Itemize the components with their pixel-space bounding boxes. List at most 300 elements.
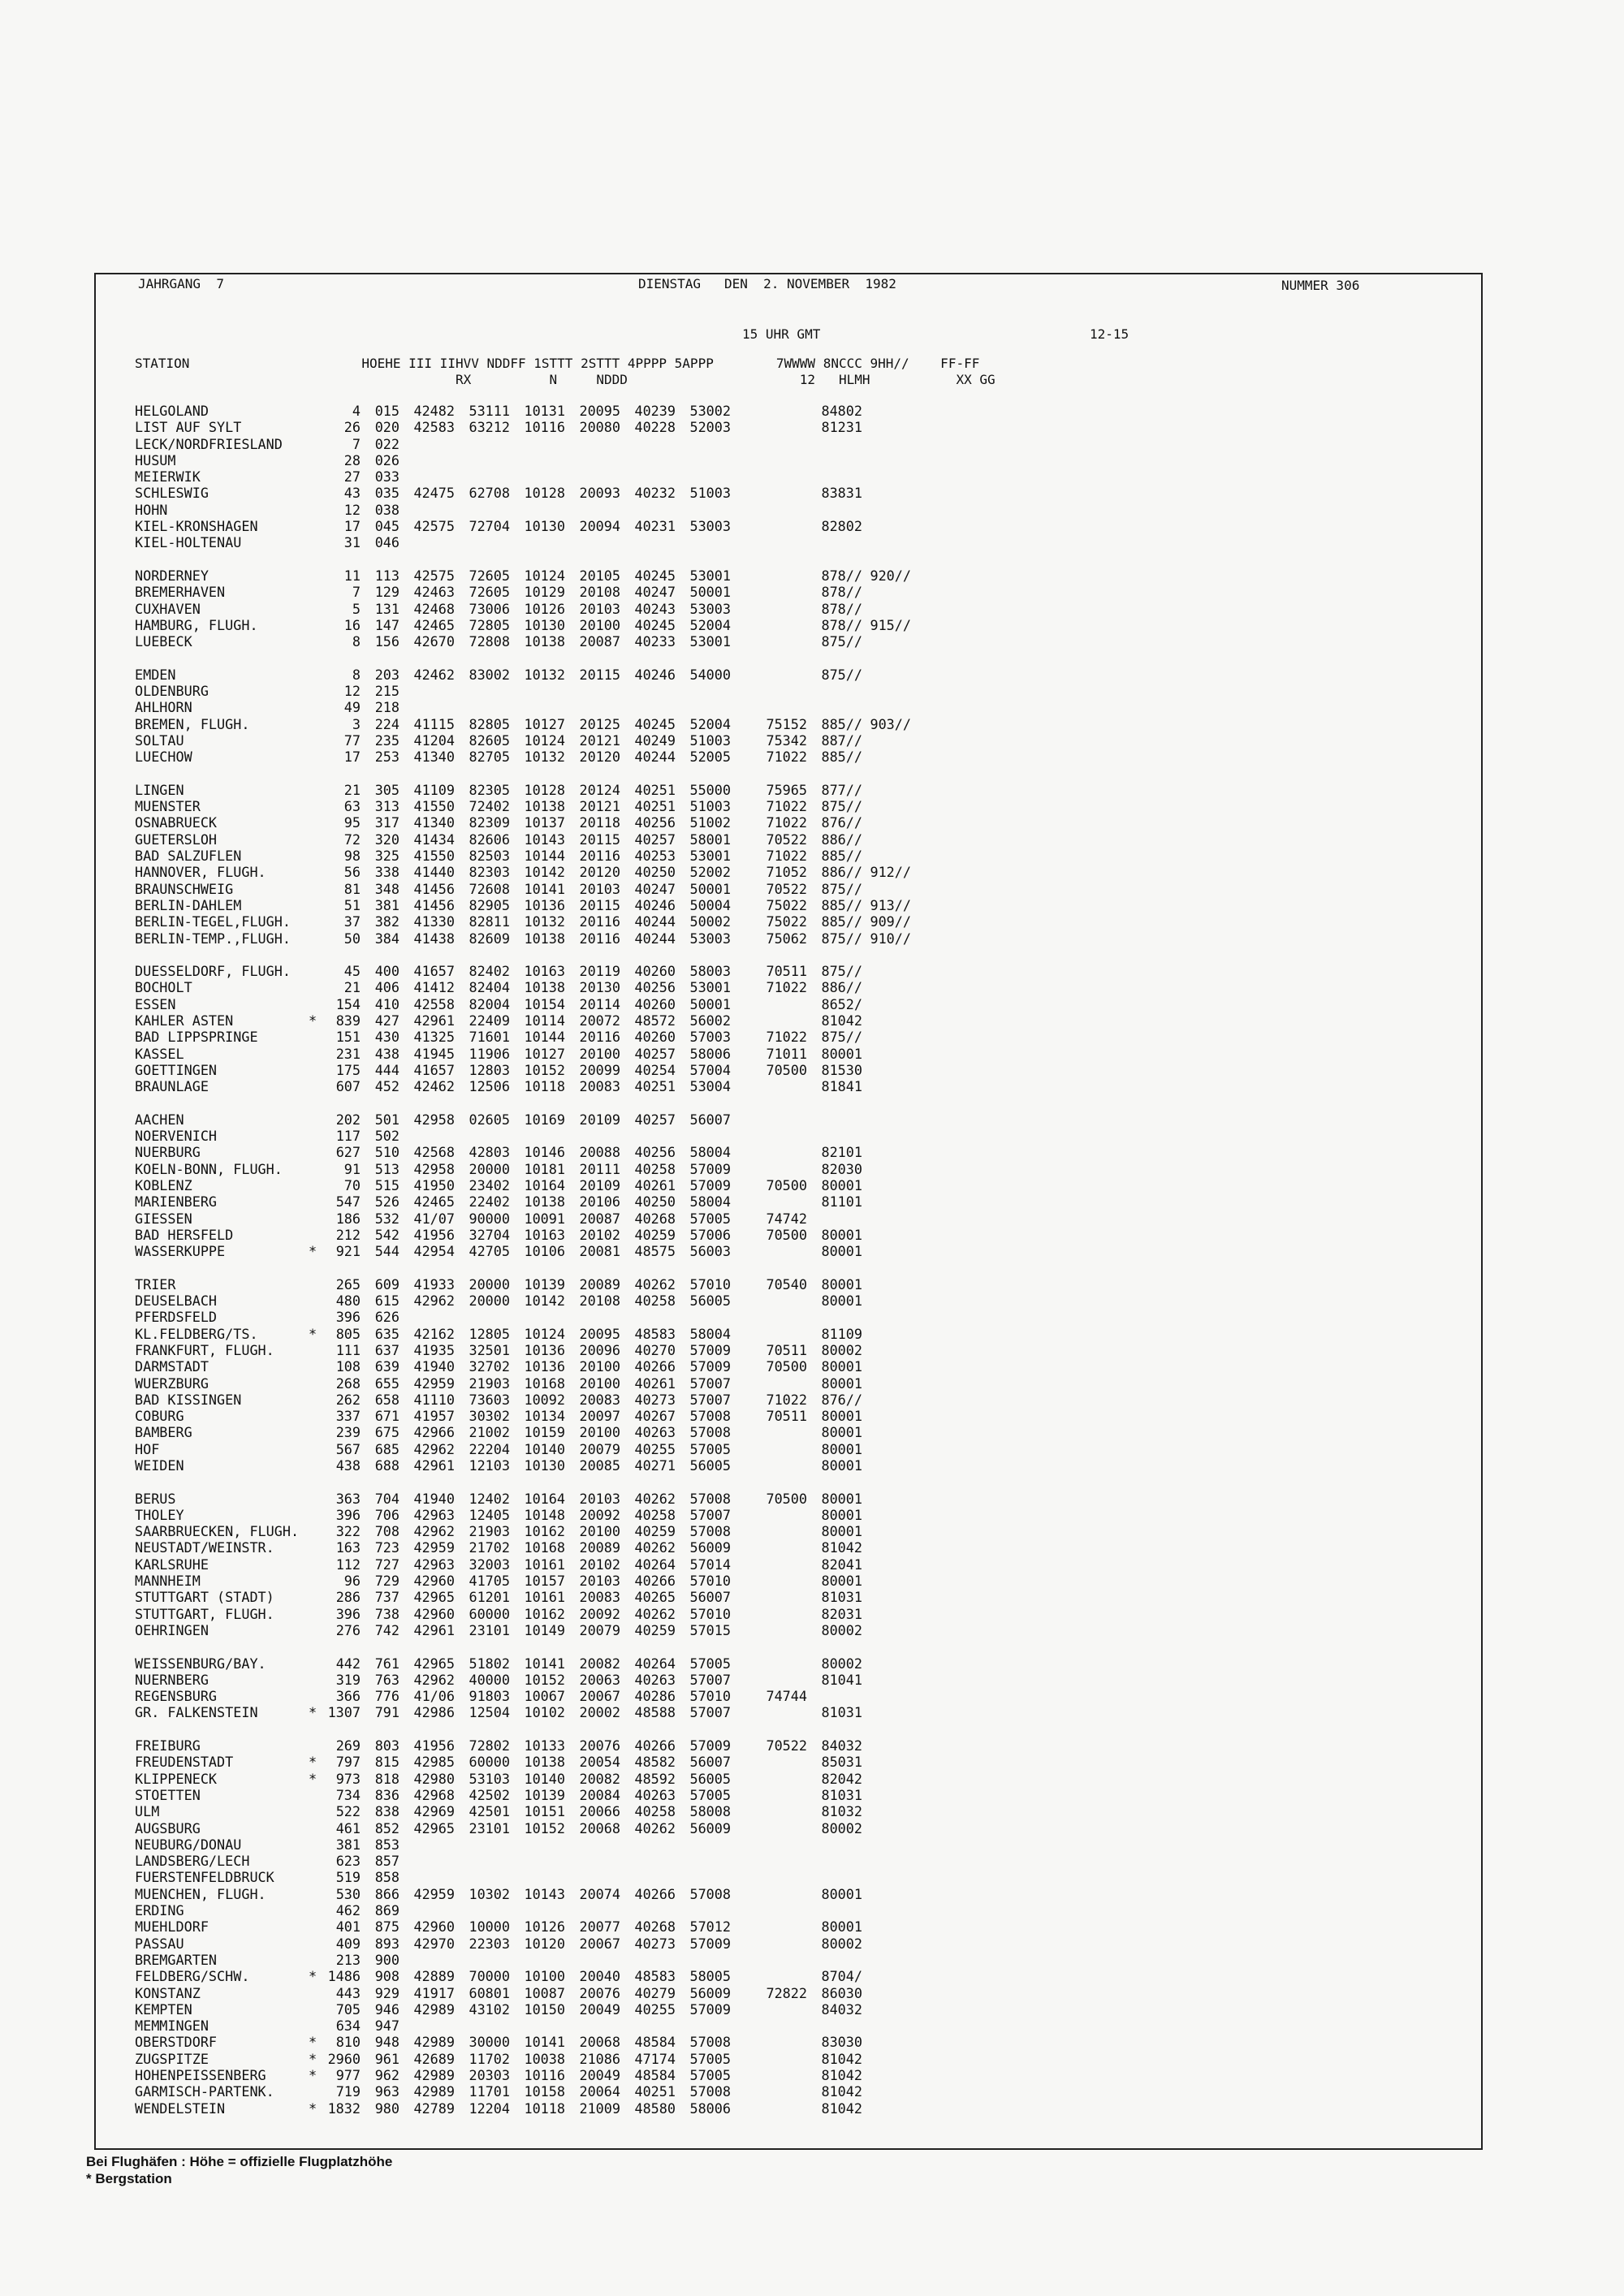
cell-b: 60000: [469, 1754, 510, 1771]
cell-f: 52004: [689, 715, 731, 732]
cell-h: 111: [335, 1341, 361, 1358]
cell-i: 305: [374, 781, 400, 798]
cell-f: 57010: [689, 1573, 731, 1590]
cell-g: 70522: [766, 831, 807, 848]
cell-k: 81042: [821, 2050, 862, 2067]
row-spacer: [135, 1638, 911, 1655]
cell-c: 10142: [524, 1293, 565, 1310]
cell-h: 231: [335, 1045, 361, 1062]
cell-c: 10150: [524, 2000, 565, 2018]
cell-e: 40262: [634, 1605, 676, 1622]
cell-f: 56009: [689, 1819, 731, 1836]
cell-e: 40251: [634, 798, 676, 815]
cell-h: 705: [335, 2000, 361, 2018]
cell-n: FRANKFURT, FLUGH.: [135, 1341, 274, 1358]
cell-h: 401: [335, 1918, 361, 1936]
cell-f: 56007: [689, 1111, 731, 1128]
cell-i: 427: [374, 1012, 400, 1029]
cell-a: 41434: [413, 831, 455, 848]
cell-e: 40255: [634, 2000, 676, 2018]
cell-e: 40257: [634, 1045, 676, 1062]
cell-i: 430: [374, 1029, 400, 1046]
cell-k: 80001: [821, 1440, 862, 1457]
cell-i: 637: [374, 1341, 400, 1358]
cell-d: 20087: [579, 633, 620, 650]
cell-b: 91803: [469, 1688, 510, 1705]
cell-n: NORDERNEY: [135, 567, 209, 584]
cell-c: 10130: [524, 616, 565, 633]
cell-c: 10146: [524, 1144, 565, 1161]
cell-e: 40261: [634, 1176, 676, 1193]
cell-e: 40245: [634, 715, 676, 732]
cell-i: 544: [374, 1243, 400, 1260]
station-row: [135, 1853, 911, 1869]
cell-f: 57008: [689, 2083, 731, 2100]
cell-n: BAD KISSINGEN: [135, 1391, 242, 1408]
cell-h: 5: [352, 600, 361, 617]
cell-b: 82705: [469, 749, 510, 766]
cell-a: 42482: [413, 403, 455, 419]
cell-a: 41550: [413, 848, 455, 865]
station-row: [135, 1457, 911, 1474]
cell-c: 10164: [524, 1490, 565, 1507]
cell-c: 10144: [524, 848, 565, 865]
station-row: [135, 848, 911, 864]
cell-i: 452: [374, 1078, 400, 1095]
station-row: [135, 403, 911, 419]
cell-b: 90000: [469, 1210, 510, 1227]
cell-d: 20108: [579, 584, 620, 601]
cell-n: BREMEN, FLUGH.: [135, 715, 250, 732]
cell-b: 22402: [469, 1193, 510, 1211]
cell-g: 71022: [766, 749, 807, 766]
cell-g: 70511: [766, 1408, 807, 1425]
cell-d: 20049: [579, 2066, 620, 2083]
cell-h: 396: [335, 1506, 361, 1523]
station-row: [135, 1128, 911, 1144]
cell-e: 48582: [634, 1754, 676, 1771]
cell-a: 42961: [413, 1621, 455, 1638]
cell-n: KAHLER ASTEN: [135, 1012, 234, 1029]
cell-g: 72822: [766, 1984, 807, 2001]
cell-a: 42989: [413, 2083, 455, 2100]
cell-i: 963: [374, 2083, 400, 2100]
cell-d: 20109: [579, 1111, 620, 1128]
cell-b: 21903: [469, 1523, 510, 1540]
cell-f: 57005: [689, 2066, 731, 2083]
cell-d: 20096: [579, 1341, 620, 1358]
cell-a: 42961: [413, 1012, 455, 1029]
cell-h: 56: [343, 864, 361, 881]
cell-a: 42965: [413, 1655, 455, 1672]
cell-d: 20118: [579, 814, 620, 831]
cell-i: 325: [374, 848, 400, 865]
cell-a: 41456: [413, 896, 455, 913]
station-row: [135, 534, 911, 550]
cell-i: 704: [374, 1490, 400, 1507]
cell-h: 607: [335, 1078, 361, 1095]
cell-c: 10143: [524, 1885, 565, 1902]
cell-f: 53001: [689, 633, 731, 650]
cell-i: 502: [374, 1128, 400, 1145]
cell-i: 658: [374, 1391, 400, 1408]
cell-i: 501: [374, 1111, 400, 1128]
cell-e: 40244: [634, 913, 676, 930]
cell-a: 42689: [413, 2050, 455, 2067]
cell-f: 50001: [689, 880, 731, 897]
cell-n: STOETTEN: [135, 1786, 201, 1803]
cell-m: *: [308, 1012, 317, 1029]
cell-b: 72802: [469, 1737, 510, 1754]
cell-b: 82805: [469, 715, 510, 732]
cell-c: 10161: [524, 1589, 565, 1606]
cell-f: 56005: [689, 1457, 731, 1474]
cell-b: 72808: [469, 633, 510, 650]
cell-h: 839: [335, 1012, 361, 1029]
cell-i: 858: [374, 1869, 400, 1886]
cell-g: 74744: [766, 1688, 807, 1705]
cell-i: 113: [374, 567, 400, 584]
cell-b: 42705: [469, 1243, 510, 1260]
station-row: [135, 1358, 911, 1375]
cell-h: 70: [343, 1176, 361, 1193]
cell-b: 41705: [469, 1573, 510, 1590]
cell-a: 41657: [413, 1061, 455, 1078]
station-row: [135, 2018, 911, 2034]
cell-a: 41917: [413, 1984, 455, 2001]
cell-n: BRAUNLAGE: [135, 1078, 209, 1095]
cell-b: 73603: [469, 1391, 510, 1408]
cell-b: 51802: [469, 1655, 510, 1672]
cell-n: GOETTINGEN: [135, 1061, 218, 1078]
cell-b: 12805: [469, 1325, 510, 1342]
cell-m: *: [308, 2050, 317, 2067]
cell-b: 42501: [469, 1803, 510, 1820]
cell-n: WUERZBURG: [135, 1375, 209, 1392]
cell-d: 20072: [579, 1012, 620, 1029]
cell-b: 10000: [469, 1918, 510, 1936]
station-row: [135, 930, 911, 947]
cell-f: 50002: [689, 913, 731, 930]
cell-a: 42969: [413, 1803, 455, 1820]
cell-i: 962: [374, 2066, 400, 2083]
cell-g: 70511: [766, 963, 807, 980]
cell-f: 53002: [689, 403, 731, 419]
cell-h: 17: [343, 749, 361, 766]
cell-h: 634: [335, 2018, 361, 2035]
cell-a: 42963: [413, 1506, 455, 1523]
cell-h: 239: [335, 1424, 361, 1441]
cell-n: KIEL-KRONSHAGEN: [135, 518, 258, 535]
cell-e: 48583: [634, 1968, 676, 1985]
station-row: [135, 996, 911, 1012]
cell-d: 20116: [579, 930, 620, 947]
cell-i: 526: [374, 1193, 400, 1211]
cell-h: 810: [335, 2034, 361, 2051]
cell-b: 23101: [469, 1621, 510, 1638]
cell-d: 20002: [579, 1704, 620, 1721]
footnote-airport-height: Bei Flughäfen : Höhe = offizielle Flugplatzhöhe: [86, 2154, 393, 2169]
cell-a: 41204: [413, 732, 455, 749]
cell-h: 921: [335, 1243, 361, 1260]
cell-d: 20103: [579, 1573, 620, 1590]
cell-h: 1486: [327, 1968, 361, 1985]
station-row: [135, 897, 911, 913]
cell-k: 886//: [821, 831, 862, 848]
cell-c: 10159: [524, 1424, 565, 1441]
cell-n: ESSEN: [135, 995, 176, 1012]
cell-c: 10136: [524, 1358, 565, 1375]
cell-n: OSNABRUECK: [135, 814, 218, 831]
cell-f: 52002: [689, 864, 731, 881]
cell-b: 82004: [469, 995, 510, 1012]
cell-h: 8: [352, 633, 361, 650]
cell-c: 10152: [524, 1061, 565, 1078]
cell-n: WENDELSTEIN: [135, 2100, 226, 2117]
cell-e: 48592: [634, 1770, 676, 1787]
cell-i: 815: [374, 1754, 400, 1771]
cell-d: 20076: [579, 1984, 620, 2001]
cell-h: 409: [335, 1935, 361, 1952]
cell-c: 10141: [524, 1655, 565, 1672]
cell-b: 23101: [469, 1819, 510, 1836]
cell-d: 20102: [579, 1556, 620, 1573]
cell-k: 80001: [821, 1490, 862, 1507]
cell-c: 10142: [524, 864, 565, 881]
cell-a: 41412: [413, 979, 455, 996]
cell-f: 51003: [689, 485, 731, 502]
station-row: [135, 1243, 911, 1259]
cell-i: 046: [374, 534, 400, 551]
cell-a: 41956: [413, 1737, 455, 1754]
cell-l: 909//: [870, 913, 911, 930]
cell-c: 10163: [524, 1226, 565, 1243]
cell-a: 42970: [413, 1935, 455, 1952]
cell-k: 80002: [821, 1819, 862, 1836]
cell-i: 384: [374, 930, 400, 947]
cell-e: 40256: [634, 979, 676, 996]
cell-i: 742: [374, 1621, 400, 1638]
cell-n: HUSUM: [135, 451, 176, 468]
cell-c: 10067: [524, 1688, 565, 1705]
cell-i: 406: [374, 979, 400, 996]
cell-e: 40243: [634, 600, 676, 617]
footnote-mountain-station: * Bergstation: [86, 2171, 172, 2186]
cell-k: 875//: [821, 666, 862, 683]
station-row: [135, 601, 911, 617]
cell-n: LECK/NORDFRIESLAND: [135, 435, 283, 452]
cell-e: 40263: [634, 1786, 676, 1803]
cell-k: 875//: [821, 798, 862, 815]
cell-g: 70500: [766, 1358, 807, 1375]
cell-i: 410: [374, 995, 400, 1012]
cell-i: 235: [374, 732, 400, 749]
cell-a: 42465: [413, 1193, 455, 1211]
cell-h: 2960: [327, 2050, 361, 2067]
cell-a: 42575: [413, 518, 455, 535]
cell-c: 10138: [524, 930, 565, 947]
cell-i: 727: [374, 1556, 400, 1573]
cell-k: 80002: [821, 1621, 862, 1638]
cell-n: FREUDENSTADT: [135, 1754, 234, 1771]
cell-n: MUENSTER: [135, 798, 201, 815]
station-row: [135, 1491, 911, 1507]
station-row: [135, 913, 911, 930]
cell-b: 21903: [469, 1375, 510, 1392]
cell-n: MUENCHEN, FLUGH.: [135, 1885, 266, 1902]
cell-e: 40286: [634, 1688, 676, 1705]
cell-f: 57015: [689, 1621, 731, 1638]
cell-f: 57005: [689, 1210, 731, 1227]
cell-i: 156: [374, 633, 400, 650]
cell-h: 319: [335, 1671, 361, 1688]
cell-c: 10128: [524, 485, 565, 502]
cell-c: 10161: [524, 1556, 565, 1573]
cell-h: 337: [335, 1408, 361, 1425]
station-row: [135, 1704, 911, 1720]
cell-a: 42583: [413, 419, 455, 436]
station-row: [135, 1046, 911, 1062]
cell-n: GR. FALKENSTEIN: [135, 1704, 258, 1721]
cell-n: BERLIN-DAHLEM: [135, 896, 242, 913]
cell-k: 80001: [821, 1275, 862, 1293]
cell-c: 10132: [524, 666, 565, 683]
station-row: [135, 1918, 911, 1935]
cell-h: 202: [335, 1111, 361, 1128]
cell-a: 42465: [413, 616, 455, 633]
cell-d: 20068: [579, 2034, 620, 2051]
cell-f: 56009: [689, 1539, 731, 1556]
cell-c: 10140: [524, 1770, 565, 1787]
issue-date: DIENSTAG DEN 2. NOVEMBER 1982: [638, 276, 896, 291]
cell-a: 42962: [413, 1293, 455, 1310]
cell-n: DARMSTADT: [135, 1358, 209, 1375]
cell-n: OLDENBURG: [135, 683, 209, 700]
cell-d: 20067: [579, 1688, 620, 1705]
cell-n: BERUS: [135, 1490, 176, 1507]
cell-d: 20103: [579, 600, 620, 617]
cell-a: 42989: [413, 2000, 455, 2018]
cell-n: KLIPPENECK: [135, 1770, 218, 1787]
cell-h: 480: [335, 1293, 361, 1310]
cell-d: 20111: [579, 1160, 620, 1177]
cell-f: 56003: [689, 1243, 731, 1260]
cell-e: 40246: [634, 666, 676, 683]
cell-n: MARIENBERG: [135, 1193, 218, 1211]
cell-i: 961: [374, 2050, 400, 2067]
cell-a: 42959: [413, 1375, 455, 1392]
cell-f: 53003: [689, 930, 731, 947]
cell-h: 1832: [327, 2100, 361, 2117]
cell-a: 42475: [413, 485, 455, 502]
cell-i: 626: [374, 1309, 400, 1326]
cell-m: *: [308, 1968, 317, 1985]
cell-h: 163: [335, 1539, 361, 1556]
cell-h: 49: [343, 699, 361, 716]
cell-a: 41340: [413, 749, 455, 766]
cell-a: 42961: [413, 1457, 455, 1474]
cell-k: 81101: [821, 1193, 862, 1211]
cell-b: 43102: [469, 2000, 510, 2018]
cell-h: 7: [352, 584, 361, 601]
station-row: [135, 568, 911, 584]
cell-a: 41950: [413, 1176, 455, 1193]
row-spacer: [135, 766, 911, 782]
cell-n: STUTTGART, FLUGH.: [135, 1605, 274, 1622]
cell-a: 41330: [413, 913, 455, 930]
cell-b: 02605: [469, 1111, 510, 1128]
station-row: [135, 1424, 911, 1440]
cell-a: 41/06: [413, 1688, 455, 1705]
cell-h: 28: [343, 451, 361, 468]
cell-i: 035: [374, 485, 400, 502]
cell-h: 623: [335, 1853, 361, 1870]
cell-n: KARLSRUHE: [135, 1556, 209, 1573]
cell-n: BERLIN-TEGEL,FLUGH.: [135, 913, 291, 930]
cell-m: *: [308, 1754, 317, 1771]
cell-i: 131: [374, 600, 400, 617]
cell-d: 20089: [579, 1539, 620, 1556]
cell-b: 62708: [469, 485, 510, 502]
station-row: [135, 518, 911, 534]
cell-b: 61201: [469, 1589, 510, 1606]
cell-h: 45: [343, 963, 361, 980]
cell-k: 80001: [821, 1918, 862, 1936]
cell-i: 338: [374, 864, 400, 881]
cell-n: LINGEN: [135, 781, 184, 798]
cell-d: 20116: [579, 848, 620, 865]
cell-d: 20103: [579, 1490, 620, 1507]
cell-e: 40256: [634, 1144, 676, 1161]
cell-b: 20303: [469, 2066, 510, 2083]
cell-k: 86030: [821, 1984, 862, 2001]
cell-l: 910//: [870, 930, 911, 947]
cell-a: 42989: [413, 2034, 455, 2051]
cell-i: 438: [374, 1045, 400, 1062]
cell-c: 10130: [524, 518, 565, 535]
cell-f: 51003: [689, 798, 731, 815]
cell-i: 400: [374, 963, 400, 980]
cell-c: 10143: [524, 831, 565, 848]
cell-n: BAD SALZUFLEN: [135, 848, 242, 865]
cell-f: 57010: [689, 1275, 731, 1293]
cell-f: 56007: [689, 1589, 731, 1606]
cell-c: 10132: [524, 749, 565, 766]
cell-i: 866: [374, 1885, 400, 1902]
cell-c: 10127: [524, 1045, 565, 1062]
cell-a: 41456: [413, 880, 455, 897]
cell-h: 461: [335, 1819, 361, 1836]
cell-k: 876//: [821, 1391, 862, 1408]
cell-n: DEUSELBACH: [135, 1293, 218, 1310]
cell-d: 20084: [579, 1786, 620, 1803]
cell-d: 20082: [579, 1655, 620, 1672]
cell-c: 10148: [524, 1506, 565, 1523]
cell-d: 21086: [579, 2050, 620, 2067]
cell-h: 91: [343, 1160, 361, 1177]
cell-n: FELDBERG/SCHW.: [135, 1968, 250, 1985]
cell-n: FUERSTENFELDBRUCK: [135, 1869, 274, 1886]
cell-n: GUETERSLOH: [135, 831, 218, 848]
cell-b: 22409: [469, 1012, 510, 1029]
cell-h: 462: [335, 1902, 361, 1919]
cell-f: 58003: [689, 963, 731, 980]
cell-n: NEUBURG/DONAU: [135, 1836, 242, 1853]
cell-k: 80002: [821, 1341, 862, 1358]
station-row: [135, 864, 911, 880]
cell-a: 42889: [413, 1968, 455, 1985]
cell-i: 706: [374, 1506, 400, 1523]
